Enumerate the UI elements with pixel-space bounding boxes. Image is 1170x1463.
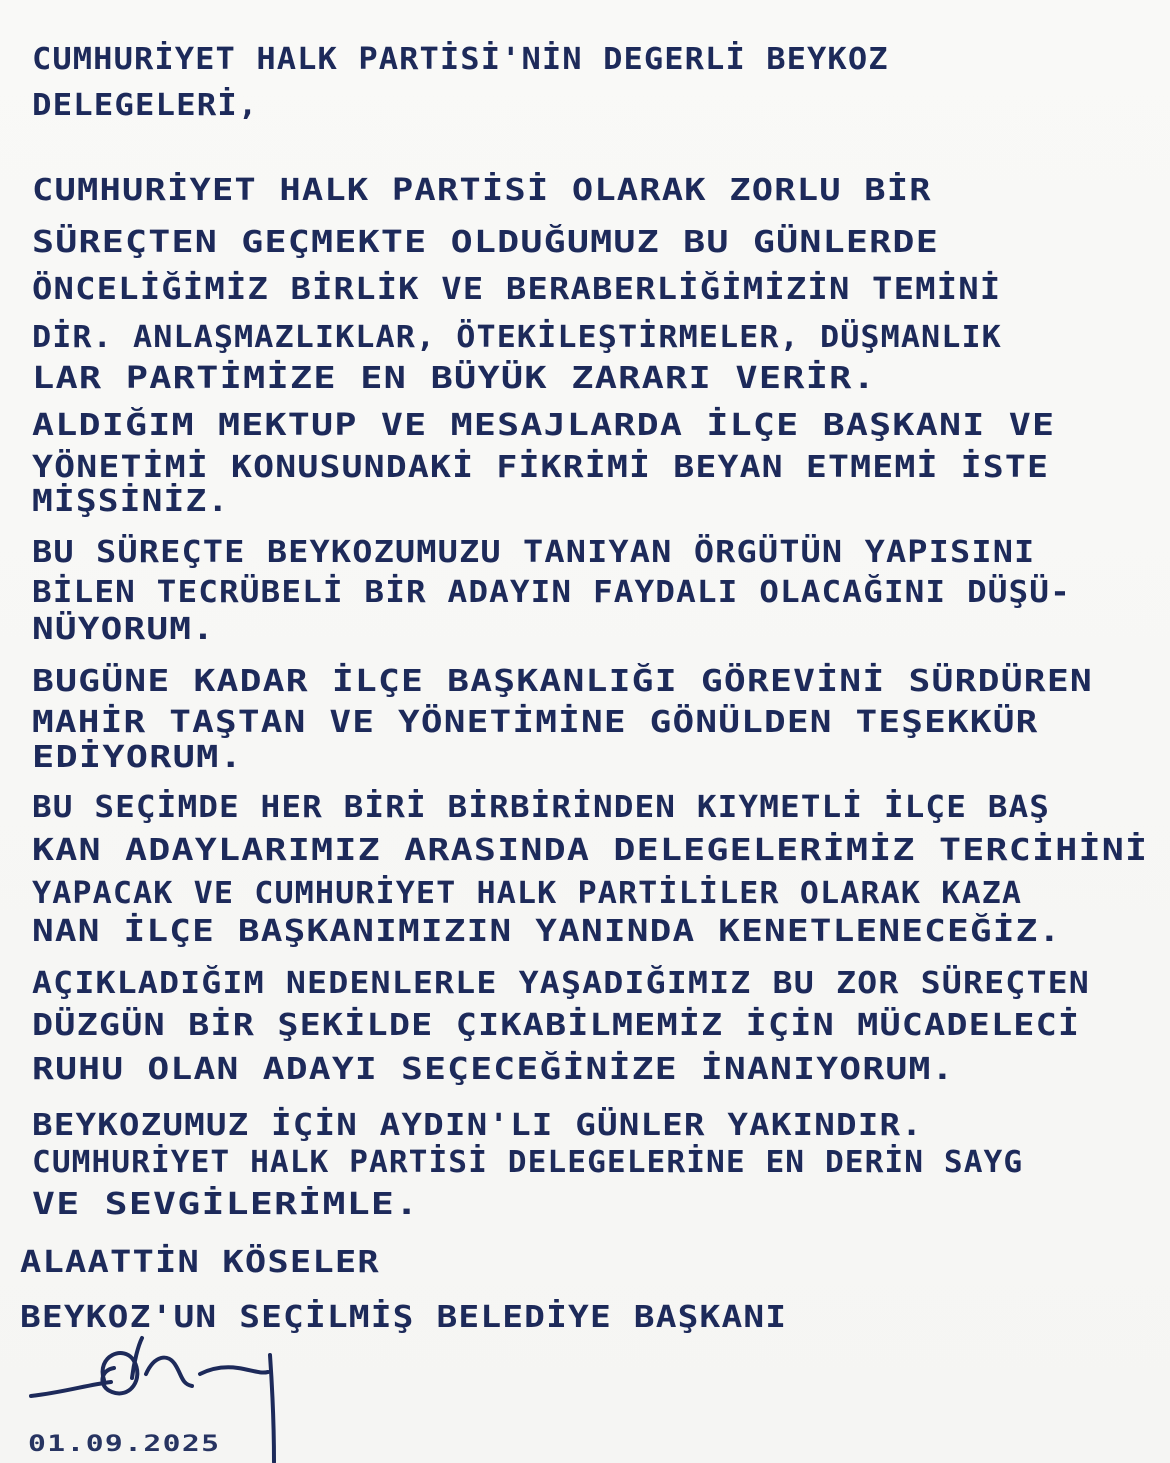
salutation-line-2: DELEGELERİ, (32, 88, 259, 123)
paragraph-4-line-1: BUGÜNE KADAR İLÇE BAŞKANLIĞI GÖREVİNİ SÜRDÜREN (32, 664, 1093, 699)
signer-title: BEYKOZ'UN SEÇİLMİŞ BELEDİYE BAŞKANI (20, 1300, 788, 1335)
paragraph-5-line-3: YAPACAK VE CUMHURİYET HALK PARTİLİLER OLARAK KAZA (32, 876, 1023, 911)
paragraph-2-line-2: YÖNETİMİ KONUSUNDAKİ FİKRİMİ BEYAN ETMEMİ İSTE (32, 450, 1050, 485)
paragraph-1-line-5: LAR PARTİMİZE EN BÜYÜK ZARARI VERİR. (32, 361, 877, 396)
paragraph-7-line-3: VE SEVGİLERİMLE. (32, 1187, 420, 1222)
paragraph-5-line-1: BU SEÇİMDE HER BİRİ BİRBİRİNDEN KIYMETLİ İLÇE BAŞ (32, 790, 1051, 825)
paragraph-6-line-2: DÜZGÜN BİR ŞEKİLDE ÇIKABİLMEMİZ İÇİN MÜCADELECİ (32, 1008, 1081, 1043)
paragraph-1-line-1: CUMHURİYET HALK PARTİSİ OLARAK ZORLU BİR (32, 173, 932, 208)
paragraph-3-line-1: BU SÜREÇTE BEYKOZUMUZU TANIYAN ÖRGÜTÜN YAPISINI (32, 535, 1036, 570)
paragraph-3-line-2: BİLEN TECRÜBELİ BİR ADAYIN FAYDALI OLACAĞINI DÜŞÜ- (32, 575, 1071, 610)
paragraph-2-line-1: ALDIĞIM MEKTUP VE MESAJLARDA İLÇE BAŞKANI VE (32, 408, 1056, 443)
salutation-line-1: CUMHURİYET HALK PARTİSİ'NİN DEGERLİ BEYKOZ (32, 42, 889, 77)
paragraph-1-line-3: ÖNCELİĞİMİZ BİRLİK VE BERABERLİĞİMİZİN TEMİNİ (32, 272, 1002, 307)
date-fragment: 01.09.2025 (28, 1432, 221, 1457)
paragraph-4-line-3: EDİYORUM. (32, 740, 244, 775)
paragraph-2-line-3: MİŞSİNİZ. (32, 484, 230, 519)
paragraph-1-line-2: SÜREÇTEN GEÇMEKTE OLDUĞUMUZ BU GÜNLERDE (32, 225, 939, 260)
paragraph-7-line-2: CUMHURİYET HALK PARTİSİ DELEGELERİNE EN DERİN SAYG (32, 1145, 1024, 1180)
paragraph-6-line-1: AÇIKLADIĞIM NEDENLERLE YAŞADIĞIMIZ BU ZOR SÜREÇTEN (32, 966, 1090, 1001)
paragraph-5-line-4: NAN İLÇE BAŞKANIMIZIN YANINDA KENETLENECEĞİZ. (32, 914, 1062, 949)
paragraph-7-line-1: BEYKOZUMUZ İÇİN AYDIN'LI GÜNLER YAKINDIR. (32, 1108, 923, 1143)
paragraph-1-line-4: DİR. ANLAŞMAZLIKLAR, ÖTEKİLEŞTİRMELER, DÜŞMANLIK (32, 320, 1002, 355)
paragraph-6-line-3: RUHU OLAN ADAYI SEÇECEĞİNİZE İNANIYORUM. (32, 1052, 955, 1087)
paragraph-3-line-3: NÜYORUM. (32, 612, 215, 647)
paragraph-5-line-2: KAN ADAYLARIMIZ ARASINDA DELEGELERİMİZ TERCİHİNİ (32, 833, 1149, 868)
paragraph-4-line-2: MAHİR TAŞTAN VE YÖNETİMİNE GÖNÜLDEN TEŞEKKÜR (32, 705, 1039, 740)
signer-name: ALAATTİN KÖSELER (20, 1245, 380, 1280)
